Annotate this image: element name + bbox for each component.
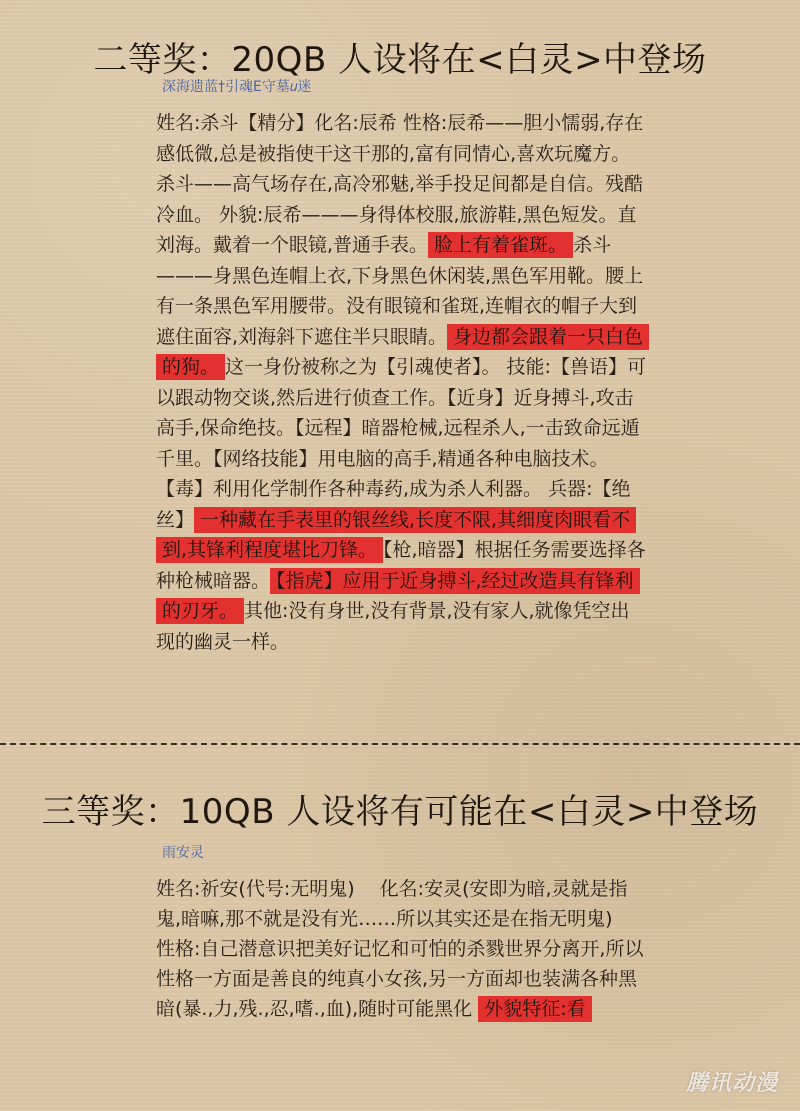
watermark-logo: 腾讯动漫	[685, 1071, 778, 1096]
highlighted-text: 脸上有着雀斑。	[428, 232, 573, 258]
first-prize-title: 二等奖：20QB 人设将在<白灵>中登场	[93, 40, 707, 80]
body-text-segment: 杀斗———身黑色连帽上衣,下身黑色休闲装,黑色军用靴。腰上有一条黑色军用腰带。没有眼镜和雀斑,连帽衣的帽子大到遮住面容,刘海斜下遮住半只眼睛。	[156, 234, 644, 348]
highlighted-text: 【指虎】应用于近身搏斗,经过改造具有锋利的刃牙。	[156, 568, 640, 625]
first-prize-author: 深海遗蓝†引魂E守墓𝑢迷	[162, 79, 312, 95]
body-text-segment: 其他:没有身世,没有背景,没有家人,就像凭空出现的幽灵一样。	[156, 600, 630, 653]
first-prize-description	[156, 108, 646, 657]
third-prize-description	[156, 874, 646, 1024]
body-text-segment: 【枪,暗器】根据任务需要选择各种枪械暗器。	[156, 539, 646, 592]
third-prize-section	[0, 760, 800, 1111]
body-text-segment: 姓名:祈安(代号:无明鬼) 化名:安灵(安即为暗,灵就是指鬼,暗嘛,那不就是没有光……所以其实还是在指无明鬼) 性格:自己潜意识把美好记忆和可怕的杀戮世界分离开,所以性格一方面是善良的纯真小女孩,另一方面却也装满各种黑暗(暴.,力,残.,忍,嗜.,血),随时可能黑化	[156, 878, 644, 1020]
highlighted-text: 外貌特征:看	[478, 996, 591, 1022]
highlighted-text: 一种藏在手表里的银丝线,长度不限,其细度肉眼看不到,其锋利程度堪比刀锋。	[156, 507, 636, 564]
highlighted-text: 身边都会跟着一只白色的狗。	[156, 324, 649, 381]
third-prize-author: 雨安灵	[162, 845, 204, 861]
body-text-segment: 姓名:杀斗【精分】化名:辰希 性格:辰希——胆小懦弱,存在感低微,总是被指使干这干那的,富有同情心,喜欢玩魔方。杀斗——高气场存在,高冷邪魅,举手投足间都是自信。残酷冷血。 外貌:辰希———身得体校服,旅游鞋,黑色短发。直刘海。戴着一个眼镜,普通手表。	[156, 112, 644, 256]
dashed-divider	[0, 743, 800, 745]
body-text-segment: 这一身份被称之为【引魂使者】。 技能:【兽语】可以跟动物交谈,然后进行侦查工作。【近身】近身搏斗,攻击高手,保命绝技。【远程】暗器枪械,远程杀人,一击致命远遁千里。【网络技能】用电脑的高手,精通各种电脑技术。【毒】利用化学制作各种毒药,成为杀人利器。 兵器:【绝丝】	[156, 356, 646, 531]
third-prize-title: 三等奖：10QB 人设将有可能在<白灵>中登场	[41, 792, 759, 832]
